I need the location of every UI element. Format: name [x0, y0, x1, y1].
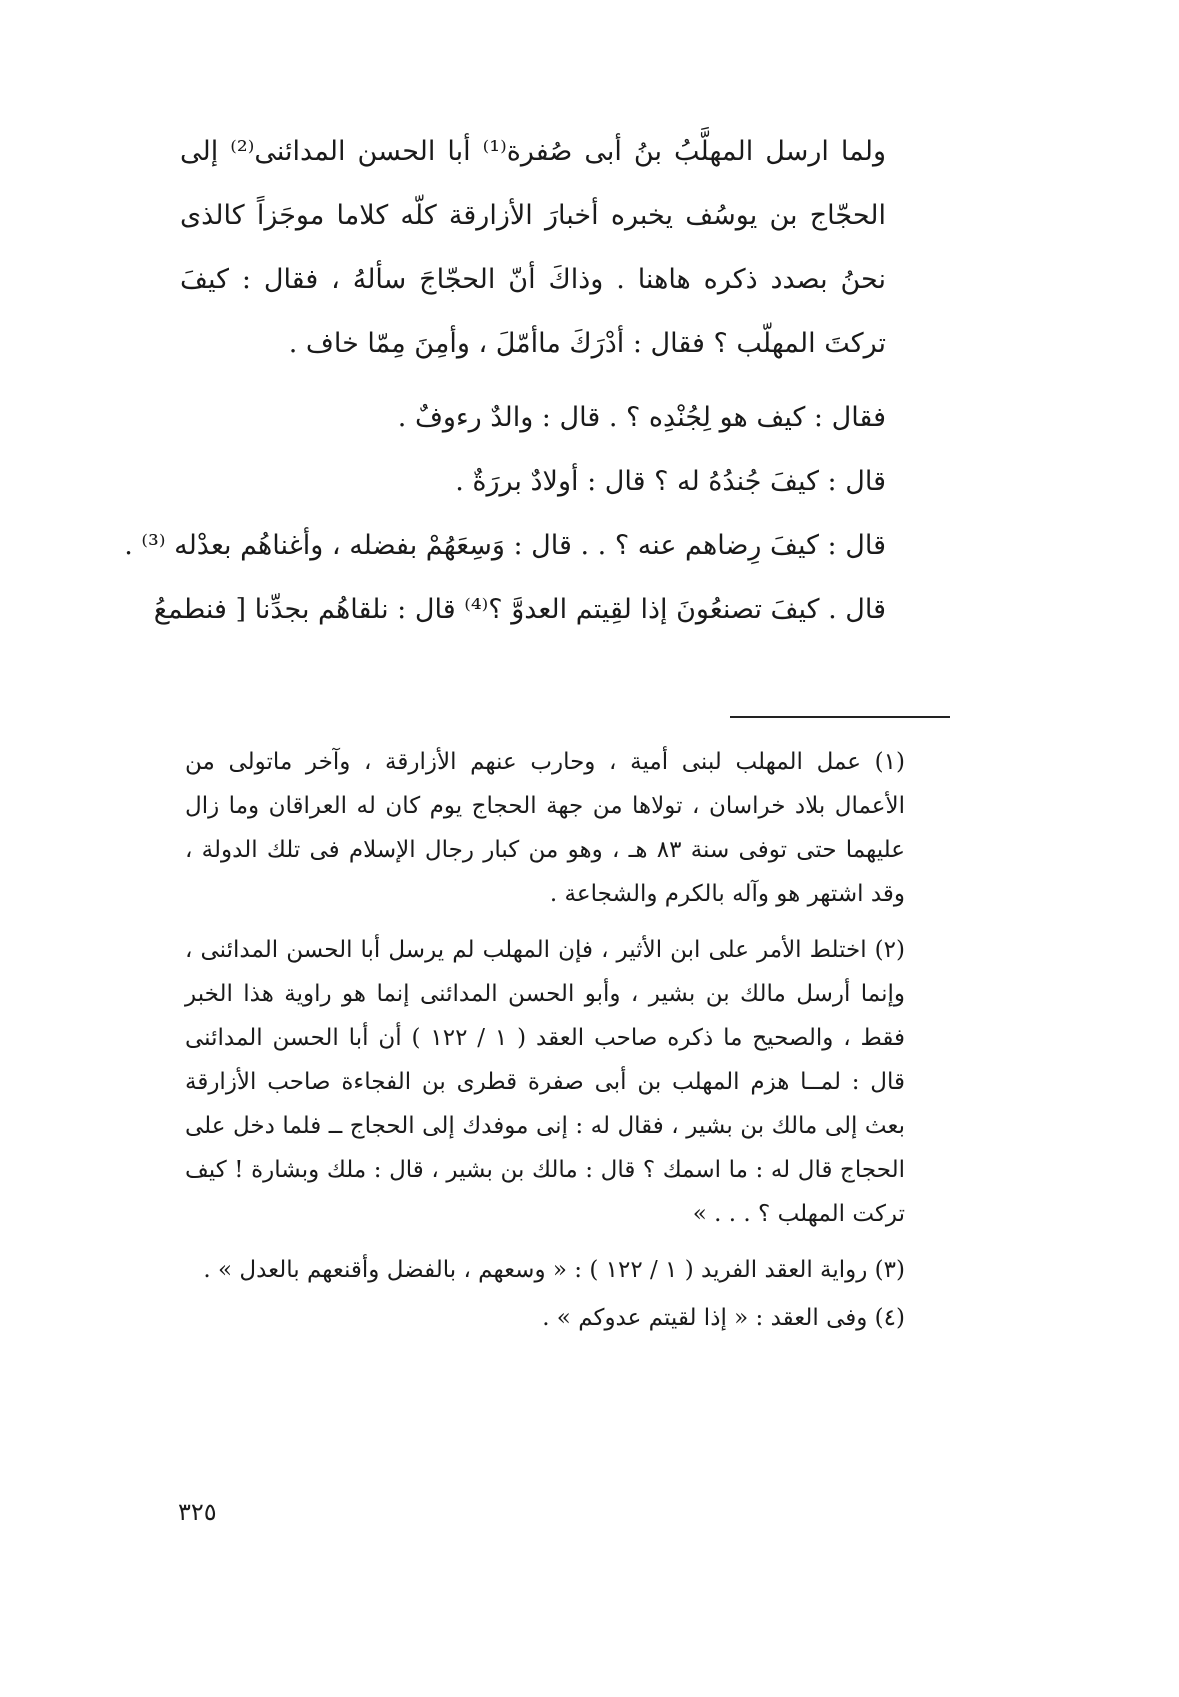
footnote-separator — [730, 716, 950, 718]
footnote-3: (٣) رواية العقد الفريد ( ١ / ١٢٢ ) : « وسعهم ، بالفضل وأقنعهم بالعدل » . — [203, 1257, 905, 1283]
dialogue-block — [124, 386, 946, 642]
dialogue-line: قال . كيفَ تصنعُونَ إذا لقِيتم العدوَّ ؟⁽⁴⁾ قال : نلقاهُم بجدِّنا [ فنطمعُ — [153, 594, 886, 625]
main-text-block — [124, 120, 946, 642]
dialogue-line: قال : كيفَ جُندُهُ له ؟ قال : أولادٌ بررَةٌ . — [455, 466, 886, 497]
intro-paragraph: ولما ارسل المهلَّبُ بنُ أبى صُفرة⁽¹⁾ أبا الحسن المدائنى⁽²⁾ إلى الحجّاج بن يوسُف يخبره أخبارَ الأزارقة كلّه كلاما موجَزاً كالذى نحنُ بصدد ذكره هاهنا . وذاكَ أنّ الحجّاجَ سألهُ ، فقال : كيفَ تركتَ المهلّب ؟ فقال : أدْرَكَ ماأمّلَ ، وأمِنَ مِمّا خاف . — [180, 136, 886, 359]
page-number: ٣٢٥ — [178, 1498, 217, 1526]
footnotes-block — [185, 740, 945, 1352]
footnote-1: (١) عمل المهلب لبنى أمية ، وحارب عنهم الأزارقة ، وآخر ماتولى من الأعمال بلاد خراسان ، تولاها من جهة الحجاج يوم كان له العراقان وما زال عليهما حتى توفى سنة ٨٣ هـ ، وهو من كبار رجال الإسلام فى تلك الدولة ، وقد اشتهر هو وآله بالكرم والشجاعة . — [185, 749, 905, 907]
dialogue-line: قال : كيفَ رِضاهم عنه ؟ . . قال : وَسِعَهُمْ بفضله ، وأغناهُم بعدْله ⁽³⁾ . — [124, 530, 886, 561]
footnote-4: (٤) وفى العقد : « إذا لقيتم عدوكم » . — [542, 1305, 905, 1331]
footnote-2: (٢) اختلط الأمر على ابن الأثير ، فإن المهلب لم يرسل أبا الحسن المدائنى ، وإنما أرسل مالك بن بشير ، وأبو الحسن المدائنى إنما هو راوية هذا الخبر فقط ، والصحيح ما ذكره صاحب العقد ( ١ / ١٢٢ ) أن أبا الحسن المدائنى قال : لمــا هزم المهلب بن أبى صفرة قطرى بن الفجاءة صاحب الأزارقة بعث إلى مالك بن بشير ، فقال له : إنى موفدك إلى الحجاج ــ فلما دخل على الحجاج قال له : ما اسمك ؟ قال : مالك بن بشير ، قال : ملك وبشارة ! كيف تركت المهلب ؟ . . . » — [185, 937, 905, 1227]
dialogue-line: فقال : كيف هو لِجُنْدِه ؟ . قال : والدٌ رءوفٌ . — [397, 402, 886, 433]
